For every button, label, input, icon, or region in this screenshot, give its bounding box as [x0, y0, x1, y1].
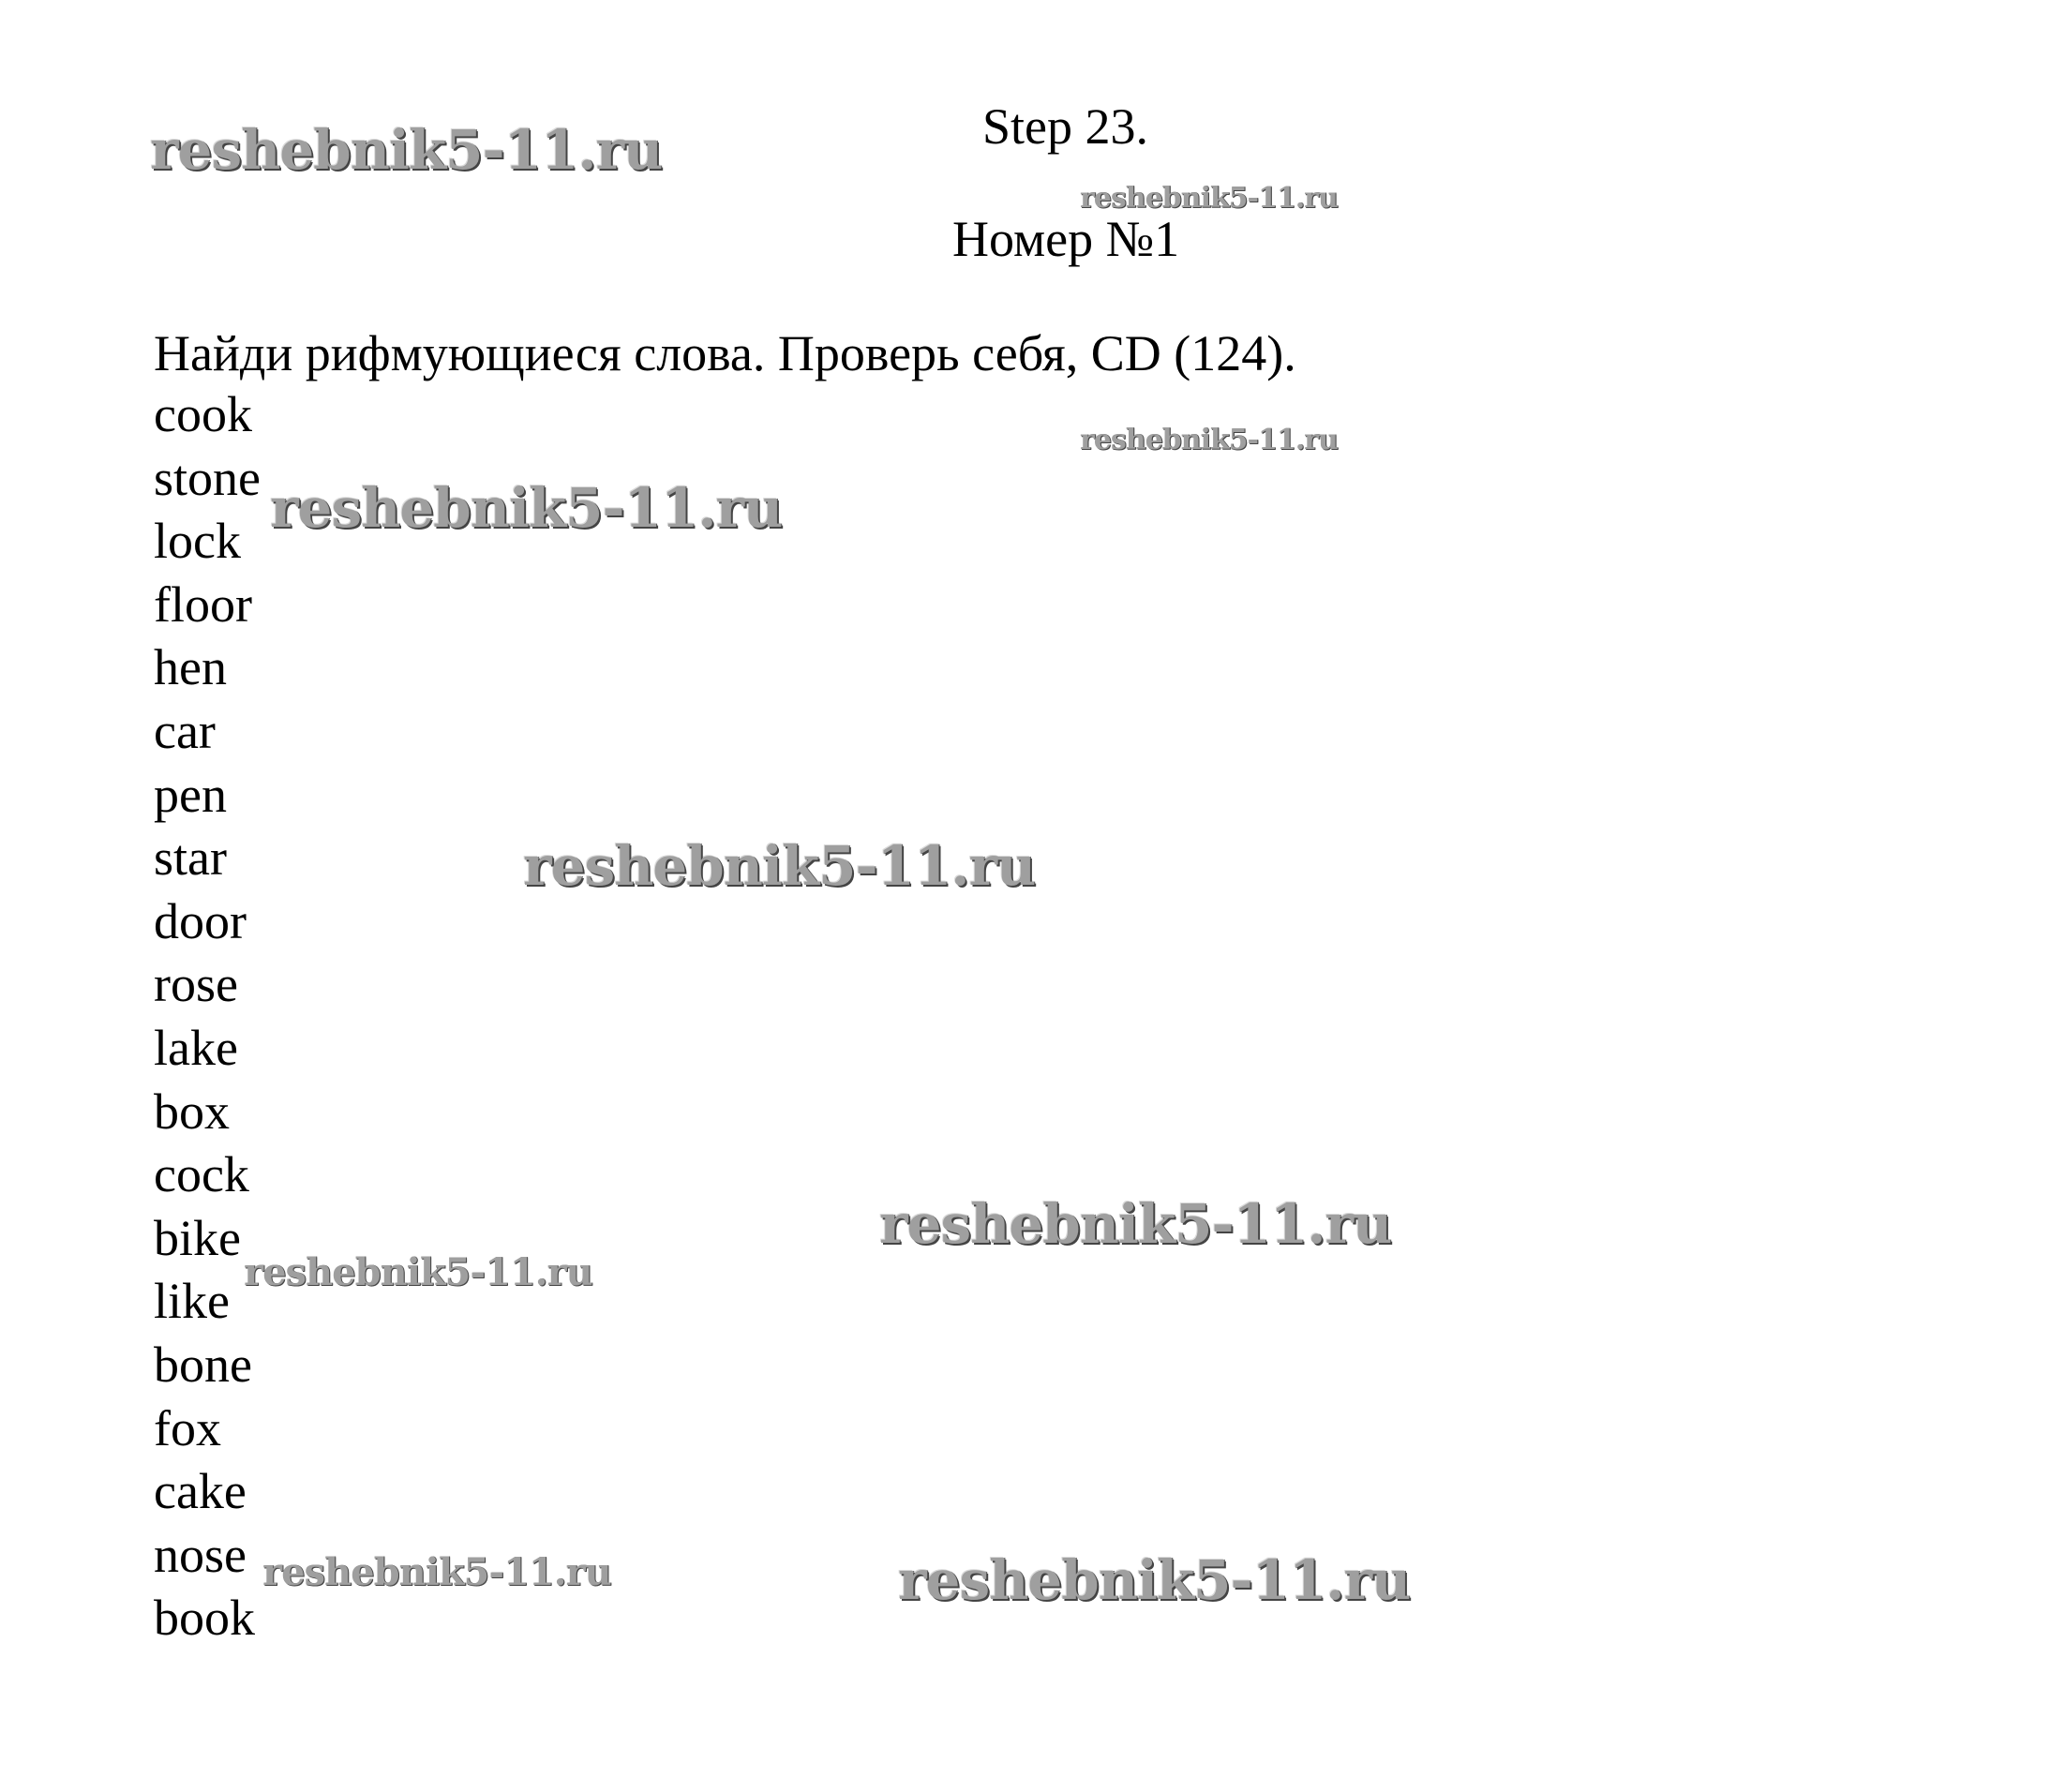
- word-item: cook: [154, 386, 252, 442]
- exercise-number: Номер №1: [952, 211, 1180, 267]
- watermark: reshebnik5-11.ru: [1080, 182, 1338, 215]
- word-item: door: [154, 892, 247, 949]
- step-title: Step 23.: [982, 98, 1149, 155]
- word-item: nose: [154, 1526, 247, 1583]
- watermark: reshebnik5-11.ru: [898, 1548, 1411, 1612]
- word-item: lake: [154, 1019, 238, 1076]
- watermark: reshebnik5-11.ru: [879, 1192, 1392, 1256]
- word-item: like: [154, 1273, 230, 1330]
- exercise-instruction: Найди рифмующиеся слова. Проверь себя, CD (124).: [154, 325, 1296, 381]
- word-item: floor: [154, 575, 252, 633]
- word-item: box: [154, 1083, 230, 1140]
- watermark: reshebnik5-11.ru: [523, 834, 1036, 898]
- word-item: book: [154, 1590, 255, 1647]
- word-item: cake: [154, 1463, 247, 1520]
- word-item: lock: [154, 513, 241, 570]
- word-item: fox: [154, 1399, 221, 1456]
- word-list: [154, 383, 261, 1650]
- watermark: reshebnik5-11.ru: [262, 1550, 611, 1594]
- watermark: reshebnik5-11.ru: [1080, 424, 1338, 456]
- word-item: pen: [154, 766, 227, 823]
- word-item: star: [154, 829, 227, 887]
- watermark: reshebnik5-11.ru: [150, 118, 663, 182]
- word-item: cock: [154, 1146, 249, 1203]
- word-item: bone: [154, 1336, 252, 1393]
- word-item: car: [154, 702, 216, 759]
- word-item: rose: [154, 956, 238, 1013]
- word-item: stone: [154, 449, 261, 506]
- watermark: reshebnik5-11.ru: [244, 1250, 592, 1294]
- word-item: bike: [154, 1209, 241, 1266]
- watermark: reshebnik5-11.ru: [270, 476, 783, 540]
- word-item: hen: [154, 639, 227, 696]
